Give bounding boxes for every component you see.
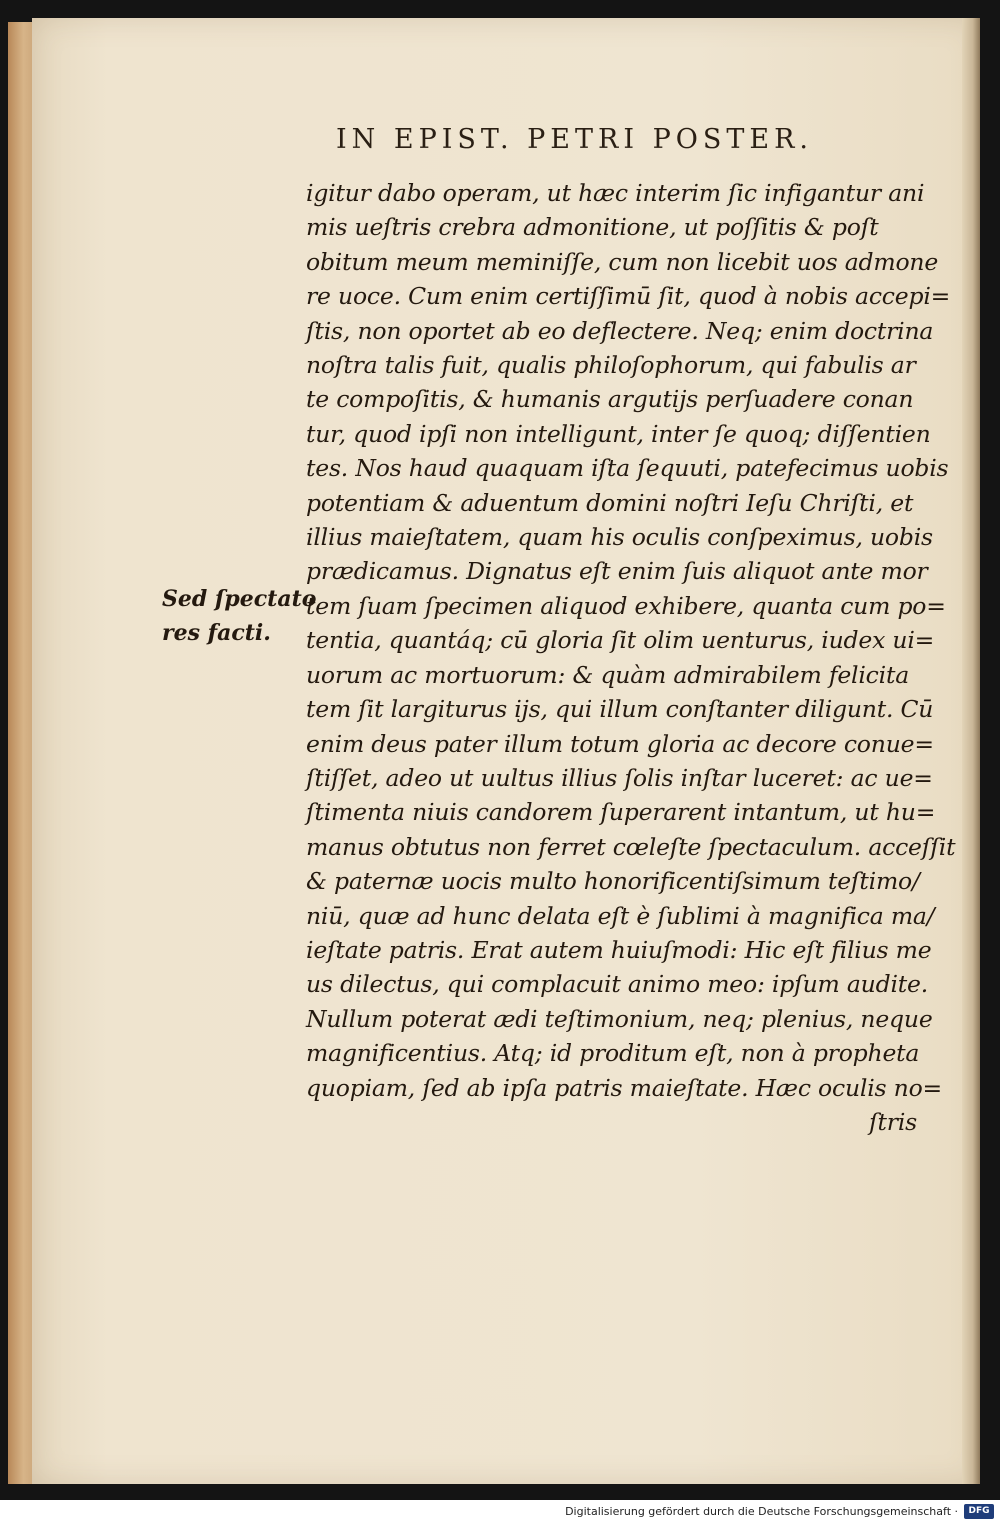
text-line: mis ueſtris crebra admonitione, ut poſſitis & poſt — [306, 213, 879, 242]
text-line: niū, quæ ad hunc delata eſt è ſublimi à magnifica ma/ — [306, 901, 935, 930]
text-line: ieſtate patris. Erat autem huiuſmodi: Hic eſt filius me — [306, 935, 932, 964]
text-line: re uoce. Cum enim certiſſimū ſit, quod à nobis accepi= — [306, 282, 951, 311]
text-line: & paternæ uocis multo honorificentiſsimum teſtimo/ — [306, 867, 920, 896]
text-line: tur, quod ipſi non intelligunt, inter ſe quoq; diſſentien — [306, 419, 931, 448]
text-line: ſtimenta niuis candorem ſuperarent intantum, ut hu= — [306, 798, 936, 827]
funding-credit: Digitalisierung gefördert durch die Deutsche Forschungsgemeinschaft · — [565, 1505, 958, 1518]
text-line: ſtiſſet, adeo ut uultus illius ſolis inſtar luceret: ac ue= — [306, 763, 933, 792]
text-line: potentiam & aduentum domini noſtri Ieſu Chriſti, et — [306, 488, 914, 517]
text-line: illius maieſtatem, quam his oculis conſpeximus, uobis — [306, 523, 933, 552]
marginal-note-line: Sed ſpectato — [162, 586, 317, 612]
text-line: noſtra talis fuit, qualis philoſophorum, qui fabulis ar — [306, 351, 916, 380]
catchword: ſtris — [869, 1107, 917, 1136]
text-line: enim deus pater illum totum gloria ac decore conue= — [306, 729, 934, 758]
body-text — [306, 176, 956, 1139]
text-line: us dilectus, qui complacuit animo meo: ipſum audite. — [306, 970, 929, 999]
text-line: tes. Nos haud quaquam iſta ſequuti, patefecimus uobis — [306, 454, 949, 483]
marginal-note — [162, 582, 317, 650]
text-line: quopiam, ſed ab ipſa patris maieſtate. Hæc oculis no= — [306, 1073, 943, 1102]
page-curl-shadow — [962, 18, 980, 1484]
marginal-note-line: res facti. — [162, 620, 271, 646]
text-line: Nullum poterat ædi teſtimonium, neq; plenius, neque — [306, 1004, 933, 1033]
text-line: te compoſitis, & humanis argutijs perſuadere conan — [306, 385, 914, 414]
text-line: manus obtutus non ferret cœleſte ſpectaculum. acceſſit — [306, 832, 956, 861]
text-line: ſtis, non oportet ab eo deflectere. Neq; enim doctrina — [306, 316, 934, 345]
text-line: uorum ac mortuorum: & quàm admirabilem felicita — [306, 660, 910, 689]
text-line: prædicamus. Dignatus eſt enim ſuis aliquot ante mor — [306, 557, 928, 586]
text-line: magnificentius. Atq; id proditum eſt, non à propheta — [306, 1039, 920, 1068]
dfg-logo: DFG — [964, 1504, 994, 1519]
footer-bar — [0, 1500, 1000, 1524]
text-line: igitur dabo operam, ut hæc interim ſic infigantur ani — [306, 179, 925, 207]
text-line: tentia, quantáq; cū gloria ſit olim uenturus, iudex ui= — [306, 626, 935, 655]
text-line: tem ſit largiturus ijs, qui illum conſtanter diligunt. Cū — [306, 695, 934, 724]
text-line: obitum meum meminiſſe, cum non licebit uos admone — [306, 247, 939, 276]
text-line: tem ſuam ſpecimen aliquod exhibere, quanta cum po= — [306, 591, 946, 620]
running-head: IN EPIST. PETRI POSTER. — [336, 124, 814, 155]
